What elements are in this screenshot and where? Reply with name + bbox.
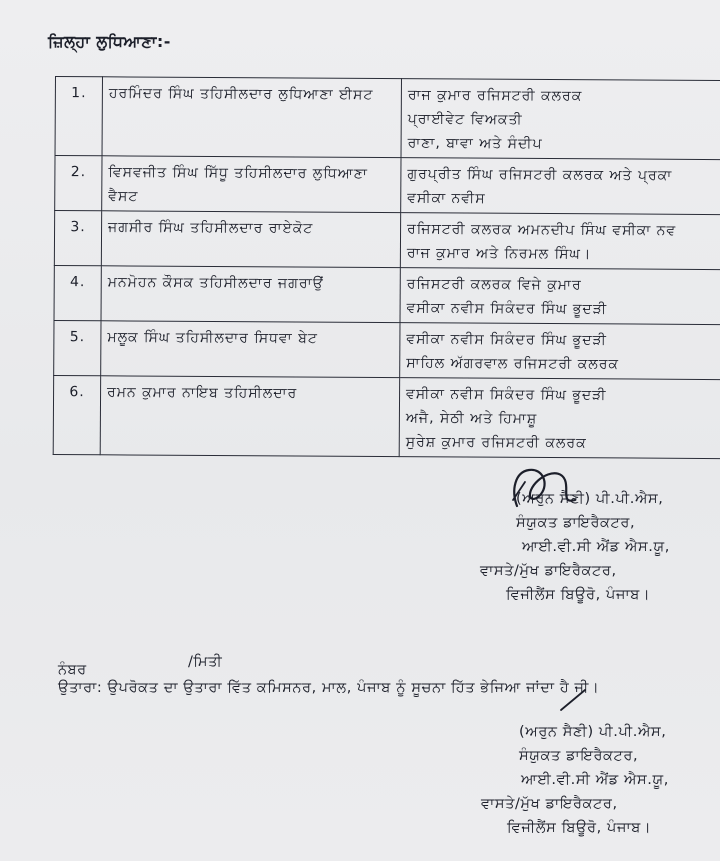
date-label: /ਮਿਤੀ	[188, 654, 223, 670]
district-heading: ਜ਼ਿਲ੍ਹਾ ਲੁਧਿਆਣਾ:-	[48, 32, 171, 51]
table-row	[54, 320, 720, 379]
staff-cell	[400, 213, 720, 270]
staff-cell	[401, 79, 720, 160]
staff-line: ਪ੍ਰਾਈਵੇਟ ਵਿਅਕਤੀ	[407, 111, 523, 128]
table-row	[54, 211, 720, 270]
table-row	[55, 77, 720, 160]
staff-line: ਵਸੀਕਾ ਨਵੀਸ ਸਿਕੰਦਰ ਸਿੰਘ ਭੂਦੜੀ	[406, 300, 608, 318]
staff-line: ਵਸੀਕਾ ਨਵੀਸ	[407, 190, 486, 207]
staff-line: ਅਜੈ, ਸੇਠੀ ਅਤੇ ਹਿਮਾਸ਼ੂ	[405, 410, 538, 427]
table-row	[53, 375, 720, 458]
staff-line: ਵਸੀਕਾ ਨਵੀਸ ਸਿਕੰਦਰ ਸਿੰਘ ਭੂਦੜੀ	[406, 331, 607, 349]
table-row	[54, 265, 720, 324]
staff-line: ਰਜਿਸਟਰੀ ਕਲਰਕ ਵਿਜੇ ਕੁਮਾਰ	[406, 276, 582, 294]
signatory-unit: ਆਈ.ਵੀ.ਸੀ ਐਂਡ ਐਸ.ਯੂ,	[522, 539, 670, 555]
table-row	[55, 156, 720, 215]
officer-name: ਹਰਮਿੰਦਰ ਸਿੰਘ ਤਹਿਸੀਲਦਾਰ ਲੁਧਿਆਣਾ ਈਸਟ	[102, 77, 401, 158]
initial-mark	[555, 684, 595, 714]
officer-name: ਮਲੂਕ ਸਿੰਘ ਤਹਿਸੀਲਦਾਰ ਸਿਧਵਾ ਬੇਟ	[101, 321, 400, 378]
staff-line: ਸਾਹਿਲ ਅੱਗਰਵਾਲ ਰਜਿਸਟਰੀ ਕਲਰਕ	[406, 355, 620, 373]
row-number: 4.	[54, 265, 101, 320]
officer-name: ਮਨਮੋਹਨ ਕੌਸਕ ਤਹਿਸੀਲਦਾਰ ਜਗਰਾਉਂ	[101, 266, 400, 323]
signatory-office: ਵਿਜੀਲੈਂਸ ਬਿਊਰੋ, ਪੰਜਾਬ।	[506, 587, 651, 603]
signatory-for-line: ਵਾਸਤੇ/ਮੁੱਖ ਡਾਇਰੈਕਟਰ,	[480, 563, 617, 579]
signatory-for-line: ਵਾਸਤੇ/ਮੁੱਖ ਡਾਇਰੈਕਟਰ,	[481, 796, 618, 812]
staff-line: ਗੁਰਪ੍ਰੀਤ ਸਿੰਘ ਰਜਿਸਟਰੀ ਕਲਰਕ ਅਤੇ ਪ੍ਰਕਾ	[407, 166, 673, 184]
signatory-designation: ਸੰਯੁਕਤ ਡਾਇਰੈਕਟਰ,	[516, 515, 636, 531]
staff-cell	[400, 268, 720, 325]
row-number: 2.	[55, 156, 102, 211]
staff-cell	[400, 323, 720, 380]
signatory-name: (ਅਰੁਨ ਸੈਣੀ) ਪੀ.ਪੀ.ਐਸ,	[516, 491, 664, 507]
staff-line: ਰਜਿਸਟਰੀ ਕਲਰਕ ਅਮਨਦੀਪ ਸਿੰਘ ਵਸੀਕਾ ਨਵ	[407, 221, 677, 239]
staff-line: ਰਾਜ ਕੁਮਾਰ ਅਤੇ ਨਿਰਮਲ ਸਿੰਘ।	[406, 245, 592, 263]
staff-cell	[401, 158, 720, 215]
copy-forward-line: ਉਤਾਰਾ: ਉਪਰੋਕਤ ਦਾ ਉਤਾਰਾ ਵਿੱਤ ਕਮਿਸਨਰ, ਮਾਲ, ਪੰਜਾਬ ਨੂੰ ਸੂਚਨਾ ਹਿੱਤ ਭੇਜਿਆ ਜਾਂਦਾ ਹੈ ਜੀ।	[58, 680, 600, 696]
staff-cell	[399, 378, 720, 459]
signature-block-1	[480, 487, 670, 607]
signatory-unit: ਆਈ.ਵੀ.ਸੀ ਐਂਡ ਐਸ.ਯੂ,	[521, 772, 669, 788]
number-label: ਨੰਬਰ	[58, 662, 87, 678]
signatory-name: (ਅਰੁਨ ਸੈਣੀ) ਪੀ.ਪੀ.ਐਸ,	[519, 724, 667, 740]
officer-name: ਵਿਸਵਜੀਤ ਸਿੰਘ ਸਿੱਧੂ ਤਹਿਸੀਲਦਾਰ ਲੁਧਿਆਣਾ ਵੈਸਟ	[102, 156, 401, 213]
signatory-office: ਵਿਜੀਲੈਂਸ ਬਿਊਰੋ, ਪੰਜਾਬ।	[507, 820, 652, 836]
officer-name: ਜਗਸੀਰ ਸਿੰਘ ਤਹਿਸੀਲਦਾਰ ਰਾਏਕੋਟ	[101, 211, 400, 268]
staff-line: ਸੁਰੇਸ਼ ਕੁਮਾਰ ਰਜਿਸਟਰੀ ਕਲਰਕ	[405, 434, 587, 452]
row-number: 6.	[53, 375, 100, 454]
signatory-designation: ਸੰਯੁਕਤ ਡਾਇਰੈਕਟਰ,	[519, 748, 639, 764]
signature-block-2	[481, 720, 669, 840]
officer-name: ਰਮਨ ਕੁਮਾਰ ਨਾਇਬ ਤਹਿਸੀਲਦਾਰ	[100, 376, 399, 457]
row-number: 1.	[55, 77, 102, 156]
row-number: 3.	[54, 211, 101, 266]
staff-line: ਵਸੀਕਾ ਨਵੀਸ ਸਿਕੰਦਰ ਸਿੰਘ ਭੂਦੜੀ	[406, 386, 607, 404]
officers-table	[53, 76, 720, 459]
staff-line: ਰਾਜ ਕੁਮਾਰ ਰਜਿਸਟਰੀ ਕਲਰਕ	[407, 87, 583, 105]
number-date-row	[58, 654, 223, 678]
staff-line: ਰਾਣਾ, ਬਾਵਾ ਅਤੇ ਸੰਦੀਪ	[407, 135, 543, 152]
row-number: 5.	[54, 320, 101, 375]
